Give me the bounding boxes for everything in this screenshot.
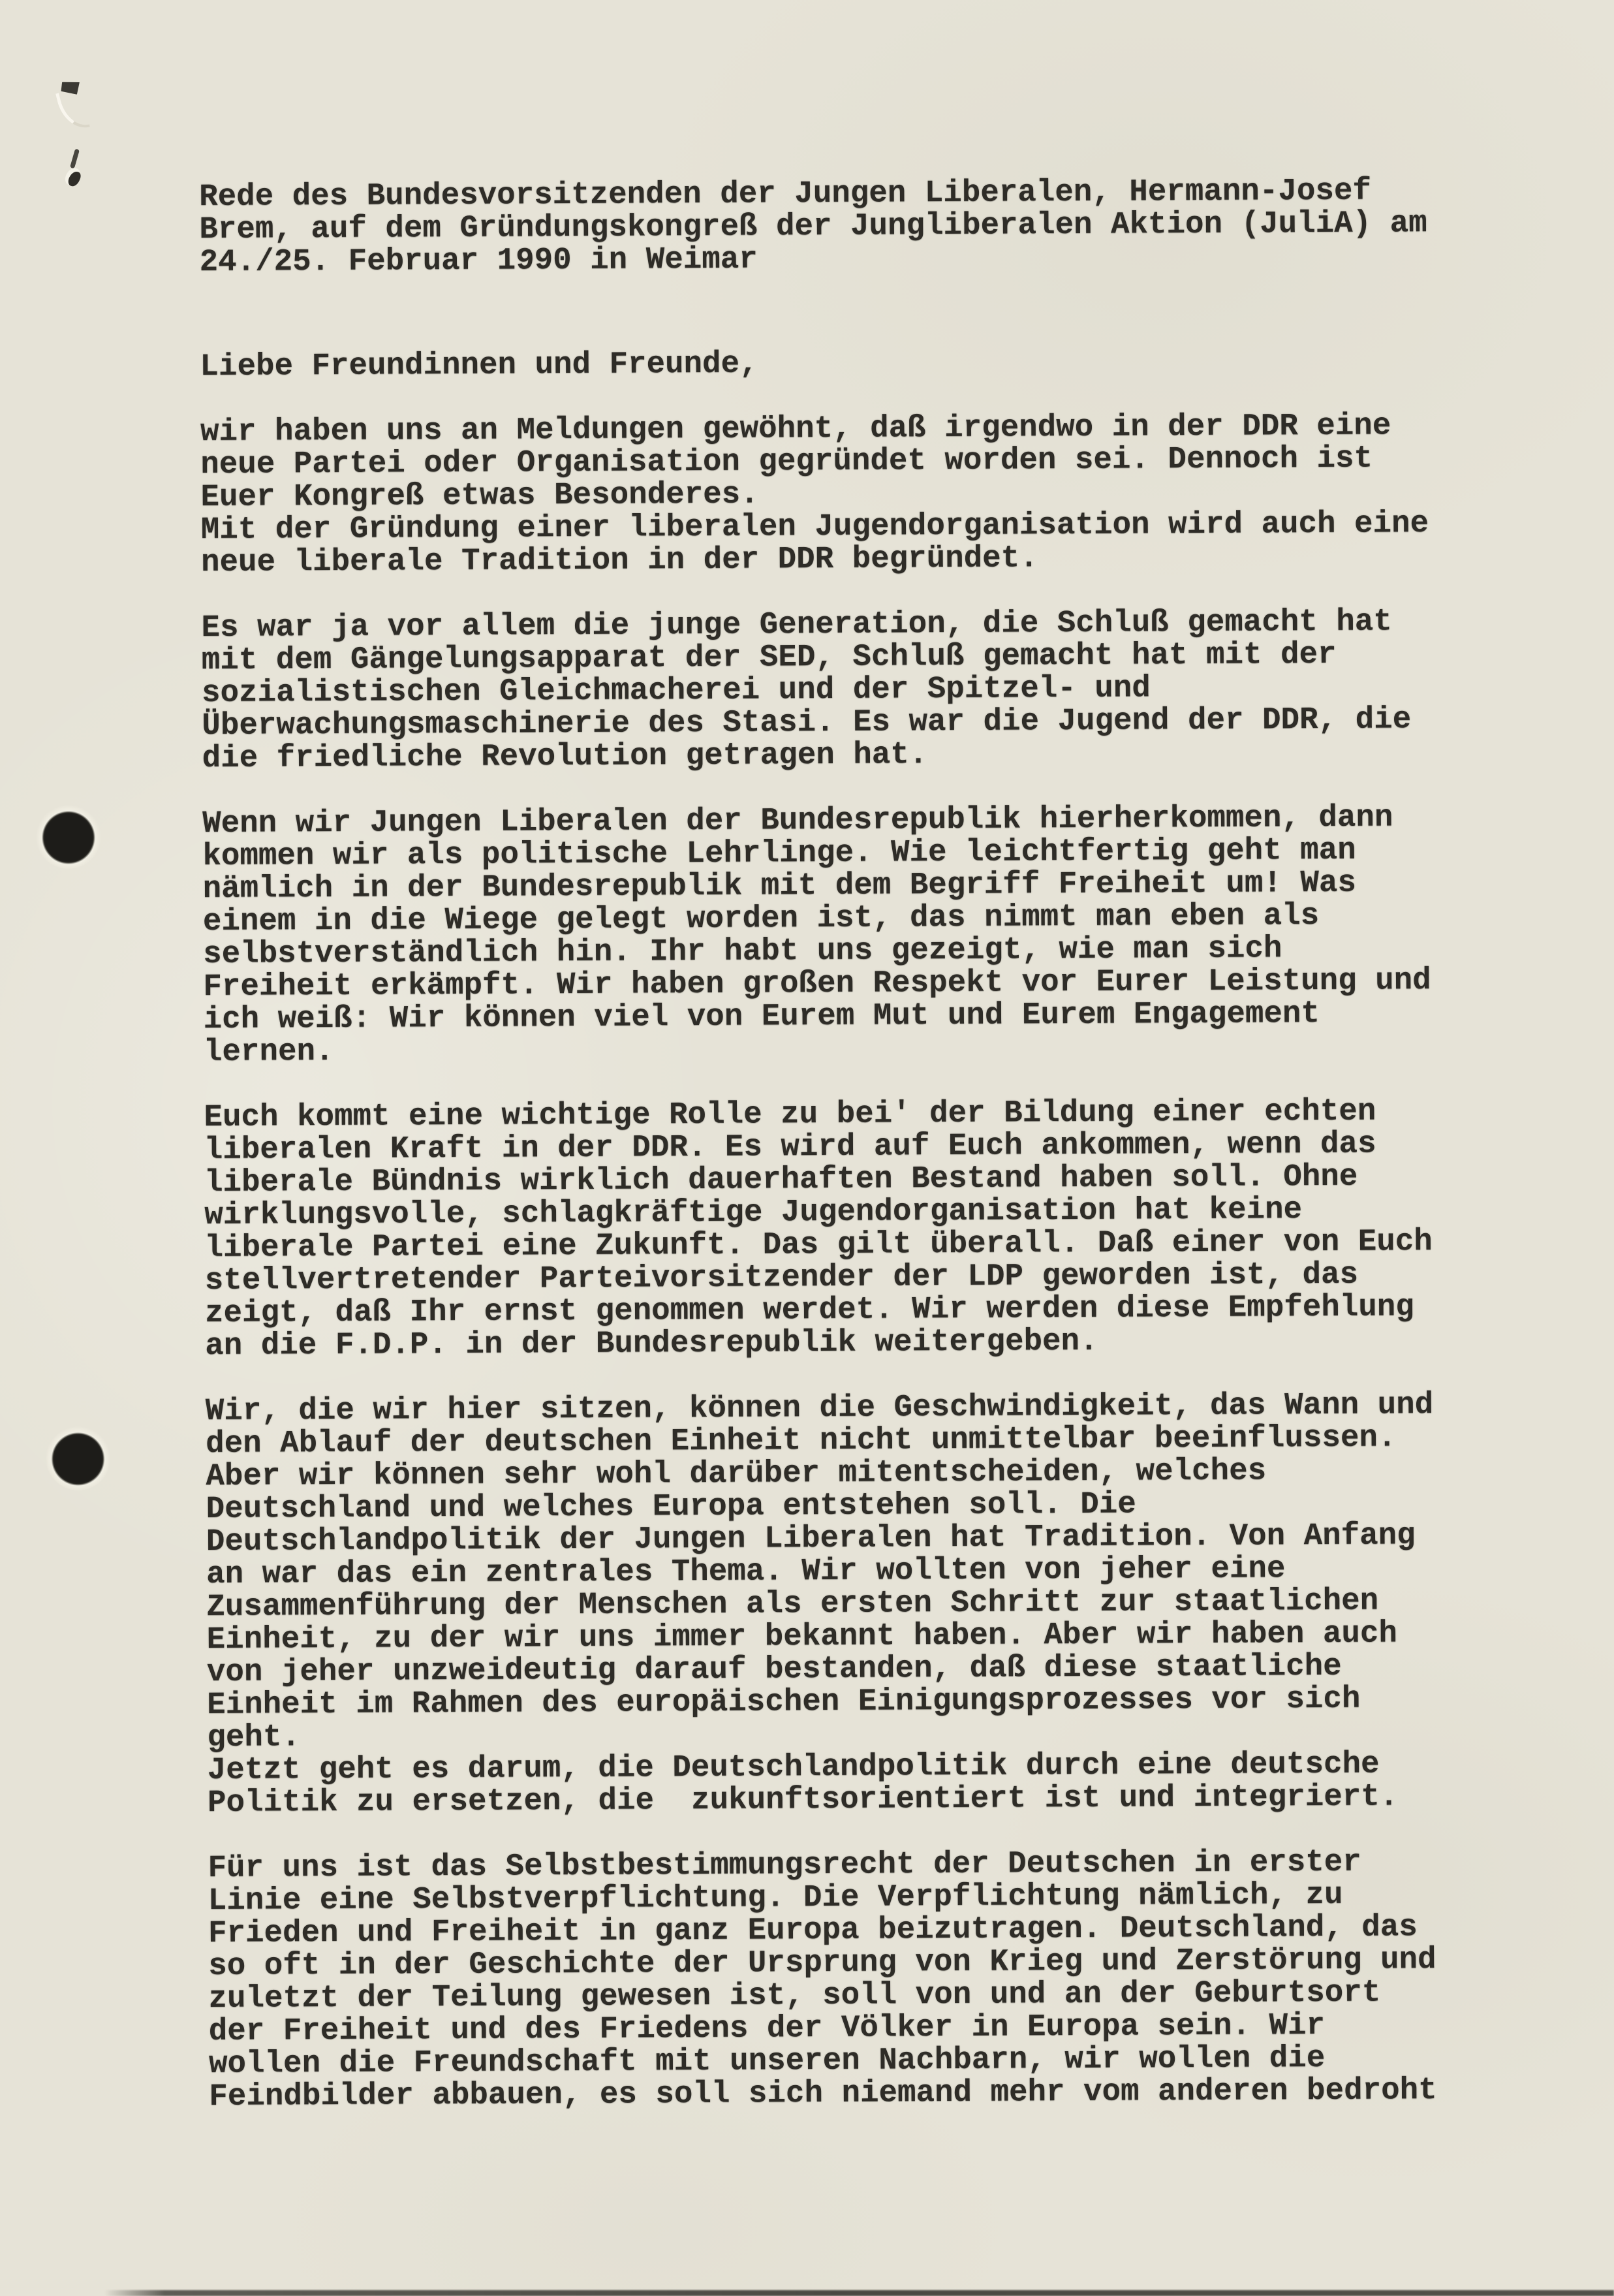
paragraph: wir haben uns an Meldungen gewöhnt, daß irgendwo in der DDR eine neue Partei oder Organisation gegründet worden sei. Dennoch ist Euer Kongreß etwas Besonderes. Mit der Gründung einer liberalen Jugendorganisation wird auch eine neue liberale Tradition in der DDR begründet. — [200, 408, 1429, 580]
salutation: Liebe Freundinnen und Freunde, — [200, 346, 758, 385]
paragraph: Euch kommt eine wichtige Rolle zu bei' der Bildung einer echten liberalen Kraft in der DDR. Es wird auf Euch ankommen, wenn das liberale Bündnis wirklich dauerhaften Bestand haben soll. Ohne wirklungsvolle, schlagkräftige Jugendorganisation hat keine liberale Partei eine Zukunft. Das gilt überall. Daß einer von Euch stellvertretender Parteivorsitzender der LDP geworden ist, das zeigt, daß Ihr ernst genommen werdet. Wir werden diese Empfehlung an die F.D.P. in der Bundesrepublik weitergeben. — [204, 1093, 1433, 1364]
staple-crease-mark — [55, 87, 90, 133]
paragraph: Wenn wir Jungen Liberalen der Bundesrepublik hierherkommen, dann kommen wir als politische Lehrlinge. Wie leichtfertig geht man nämlich in der Bundesrepublik mit dem Begriff Freiheit um! Was einem in die Wiege gelegt worden ist, das nimmt man eben als selbstverständlich hin. Ihr habt uns gezeigt, wie man sich Freiheit erkämpft. Wir haben großen Respekt vor Eurer Leistung und ich weiß: Wir können viel von Eurem Mut und Eurem Engagement lernen. — [202, 800, 1431, 1070]
ink-dot-mark — [67, 170, 82, 188]
hole-punch-bottom — [40, 1419, 117, 1497]
document-text — [199, 174, 1501, 2113]
paragraph: Es war ja vor allem die junge Generation, die Schluß gemacht hat mit dem Gängelungsapparat der SED, Schluß gemacht hat mit der sozialistischen Gleichmacherei und der Spitzel- und Überwachungsmaschinerie des Stasi. Es war die Jugend der DDR, die die friedliche Revolution getragen hat. — [201, 604, 1412, 776]
document-header: Rede des Bundesvorsitzenden der Jungen Liberalen, Hermann-Josef Brem, auf dem Gründungskongreß der Jungliberalen Aktion (JuliA) am 24./25. Februar 1990 in Weimar — [198, 173, 1427, 280]
staple-mark-bottom — [70, 149, 80, 169]
hole-punch-top — [36, 804, 101, 869]
paragraph: Für uns ist das Selbstbestimmungsrecht der Deutschen in erster Linie eine Selbstverpflichtung. Die Verpflichtung nämlich, zu Frieden und Freiheit in ganz Europa beizutragen. Deutschland, das so oft in der Geschichte der Ursprung von Krieg und Zerstörung und zuletzt der Teilung gewesen ist, soll von und an der Geburtsort der Freiheit und des Friedens der Völker in Europa sein. Wir wollen die Freundschaft mit unseren Nachbarn, wir wollen die Feindbilder abbauen, es soll sich niemand mehr vom anderen bedroht — [208, 1844, 1437, 2115]
scan-edge-artifact — [104, 2290, 1614, 2296]
paragraph: Wir, die wir hier sitzen, können die Geschwindigkeit, das Wann und den Ablauf der deutschen Einheit nicht unmittelbar beeinflussen. Aber wir können sehr wohl darüber mitentscheiden, welches Deutschland und welches Europa entstehen soll. Die Deutschlandpolitik der Jungen Liberalen hat Tradition. Von Anfang an war das ein zentrales Thema. Wir wollten von jeher eine Zusammenführung der Menschen als ersten Schritt zur staatlichen Einheit, zu der wir uns immer bekannt haben. Aber wir haben auch von jeher unzweideutig darauf bestanden, daß diese staatliche Einheit im Rahmen des europäischen Einigungsprozesses vor sich geht. Jetzt geht es darum, die Deutschlandpolitik durch eine deutsche Politik zu ersetzen, die zukunftsorientiert ist und integriert. — [205, 1387, 1434, 1821]
